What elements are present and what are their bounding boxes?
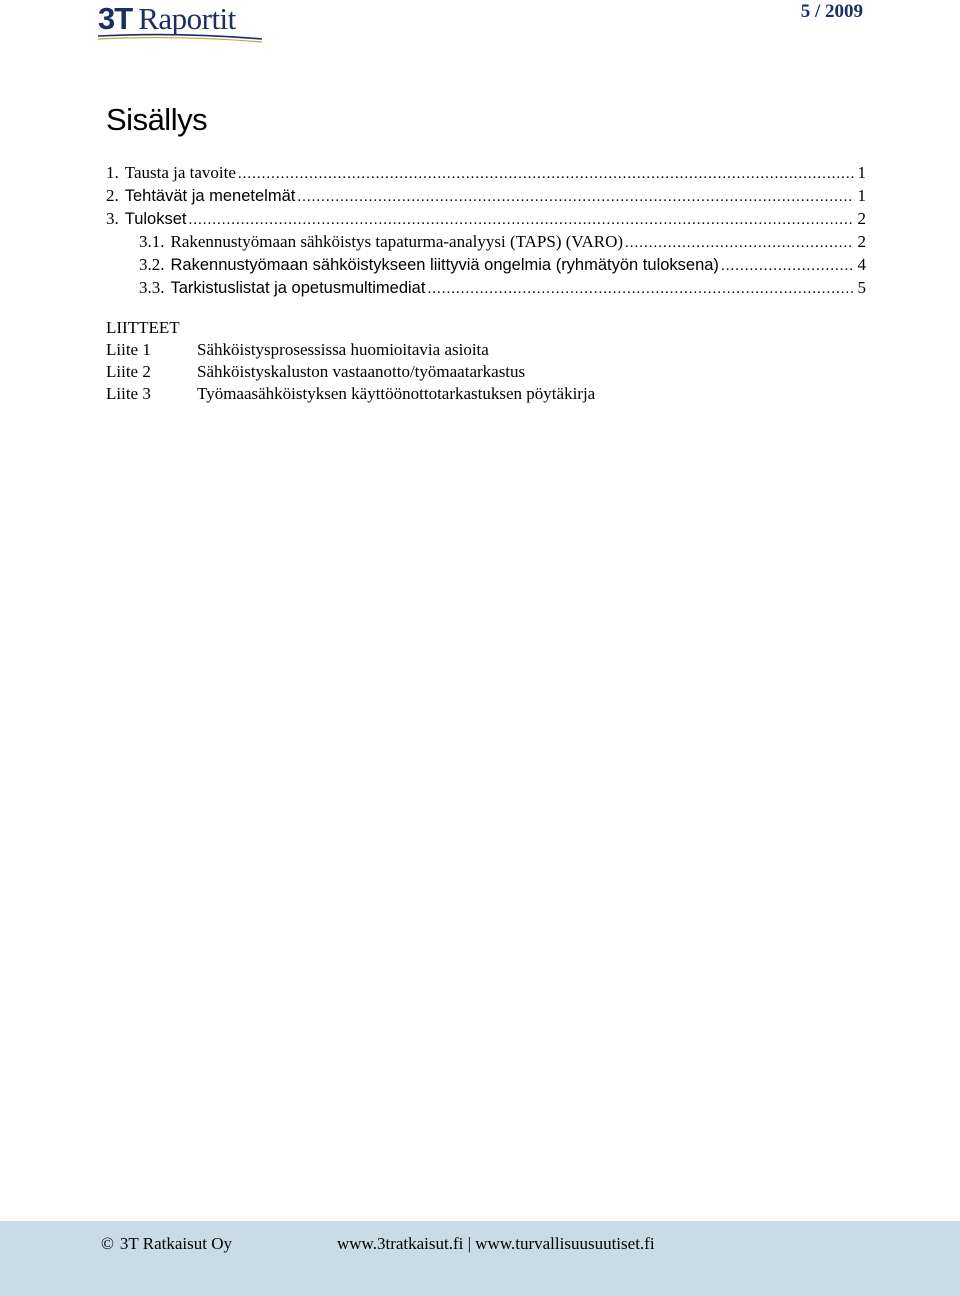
toc-number: 1. (106, 163, 119, 182)
toc-title: Rakennustyömaan sähköistys tapaturma-analyysi (TAPS) (VARO) (170, 232, 624, 251)
toc-page-number: 1 (857, 163, 866, 182)
appendix-label: Liite 3 (106, 384, 151, 403)
toc-entry[interactable] (106, 276, 866, 299)
toc-leader (427, 278, 853, 301)
footer-company (101, 1233, 232, 1255)
appendix-title: Sähköistysprosessissa huomioitavia asioita (197, 340, 489, 359)
toc-number: 3.1. (139, 232, 165, 251)
appendix-title: Sähköistyskaluston vastaanotto/työmaatarkastus (197, 362, 526, 381)
toc-entry[interactable] (106, 161, 866, 184)
copyright-icon: © (101, 1234, 114, 1253)
footer-links[interactable]: www.3tratkaisut.fi | www.turvallisuusuutiset.fi (337, 1234, 655, 1253)
toc-title: Tarkistuslistat ja opetusmultimediat (170, 279, 426, 297)
toc-leader (238, 163, 854, 186)
toc-number: 3.3. (139, 278, 165, 297)
toc-entry[interactable] (106, 230, 866, 253)
page-footer (0, 1221, 960, 1296)
logo-mark: 3T (98, 1, 133, 36)
toc-page-number: 4 (857, 255, 866, 274)
toc-leader (297, 186, 853, 209)
table-of-contents (106, 161, 866, 299)
toc-page-number: 1 (857, 186, 866, 205)
logo-word: Raportit (138, 1, 236, 36)
toc-leader (721, 255, 854, 278)
appendix-item (106, 361, 866, 383)
toc-number: 2. (106, 186, 119, 205)
toc-entry[interactable] (106, 184, 866, 207)
company-name: 3T Ratkaisut Oy (119, 1234, 232, 1253)
page-title: Sisällys (106, 102, 208, 137)
toc-page-number: 2 (857, 232, 866, 251)
3t-raportit-logo (98, 2, 268, 44)
toc-title: Rakennustyömaan sähköistykseen liittyviä ongelmia (ryhmätyön tuloksena) (170, 256, 719, 274)
appendix-item (106, 383, 866, 405)
toc-number: 3.2. (139, 255, 165, 274)
toc-entry[interactable] (106, 207, 866, 230)
toc-entry[interactable] (106, 253, 866, 276)
toc-leader (625, 232, 853, 255)
toc-page-number: 5 (857, 278, 866, 297)
toc-leader (189, 209, 854, 232)
toc-title: Tehtävät ja menetelmät (124, 187, 296, 205)
toc-number: 3. (106, 209, 119, 228)
page-header (0, 0, 960, 48)
appendix-heading: LIITTEET (106, 318, 180, 337)
issue-number: 5 / 2009 (800, 1, 863, 22)
toc-title: Tausta ja tavoite (124, 163, 236, 182)
toc-page-number: 2 (857, 209, 866, 228)
logo-underline-swoosh (98, 2, 268, 44)
appendix-label: Liite 1 (106, 340, 151, 359)
appendix-list (106, 317, 866, 405)
appendix-title: Työmaasähköistyksen käyttöönottotarkastuksen pöytäkirja (197, 384, 596, 403)
toc-title: Tulokset (124, 210, 187, 228)
appendix-label: Liite 2 (106, 362, 151, 381)
appendix-item (106, 339, 866, 361)
